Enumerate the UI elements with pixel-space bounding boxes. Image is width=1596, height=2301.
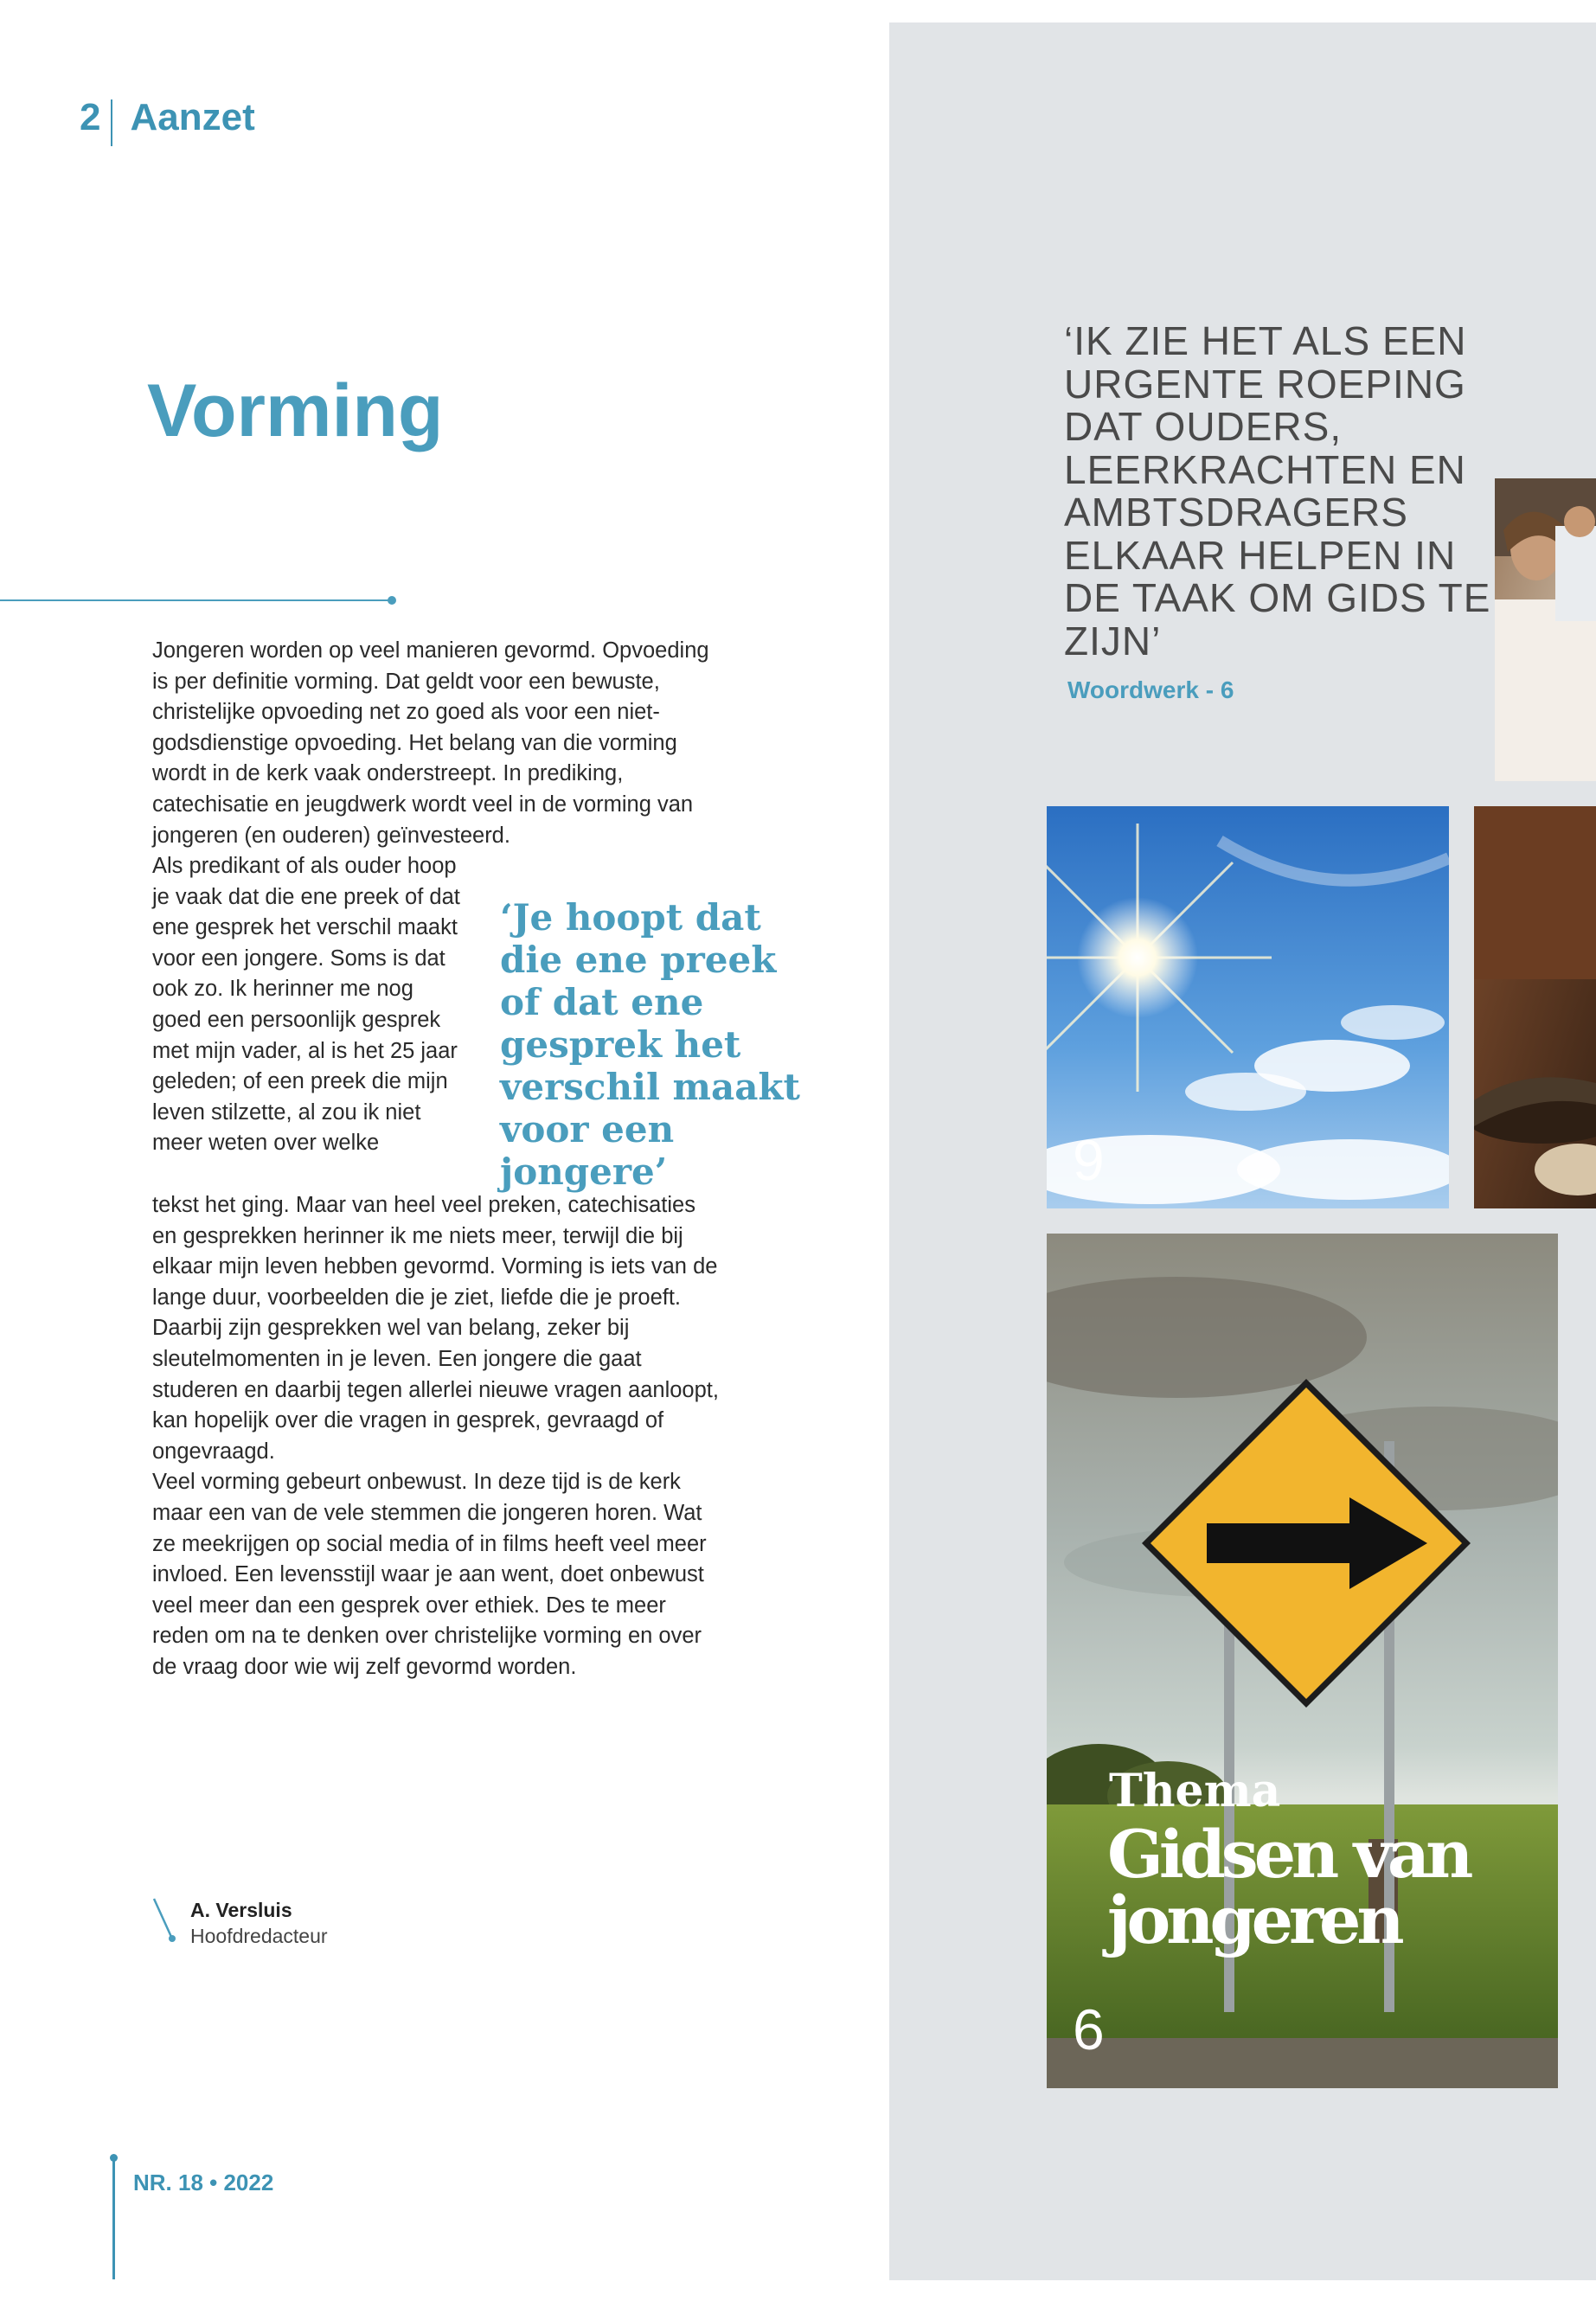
title-rule: [0, 599, 391, 601]
sky-tile-number: 9: [1073, 1128, 1105, 1192]
page-header: [80, 93, 255, 142]
sun-sky-image: [1047, 806, 1449, 1208]
body-continuation: [152, 1190, 723, 1683]
body-paragraph-2: Als predikant of als ouder hoop je vaak dat die ene preek of dat ene gesprek het verschil maakt voor een jongere. Soms is dat ook zo. Ik herinner me nog goed een persoonlijk gesprek met mijn vader, al is het 25 jaar geleden; of een preek die mijn leven stilzette, al zou ik niet meer weten over welke: [152, 854, 460, 1156]
sky-photo-tile[interactable]: [1047, 806, 1449, 1208]
table-photo-tile[interactable]: [1474, 806, 1596, 1208]
road-sign-image: [1047, 1234, 1558, 2088]
author-mark-icon: [149, 1895, 183, 1947]
author-name: A. Versluis: [190, 1899, 292, 1921]
title-rule-dot: [388, 596, 396, 605]
people-photo-image: [1495, 478, 1596, 781]
theme-tile-number: 6: [1073, 1997, 1105, 2061]
body-paragraph-1: Jongeren worden op veel manieren gevormd. Opvoeding is per definitie vorming. Dat geldt voor een bewuste, christelijke opvoeding net zo goed als voor een niet-godsdienstige opvoeding. Het belang van die vorming wordt in de kerk vaak onderstreept. In prediking, catechisatie en jeugdwerk wordt veel in de vorming van jongeren (en ouderen) geïnvesteerd.: [152, 638, 709, 848]
pull-quote: ‘Je hoopt dat die ene preek of dat ene gesprek het verschil maakt voor een jongere’: [500, 896, 800, 1193]
body-paragraph-3: tekst het ging. Maar van heel veel preken, catechisaties en gesprekken herinner ik me niets meer, terwijl die bij elkaar mijn leven hebben gevormd. Vorming is iets van de lange duur, voorbeelden die je ziet, liefde die je proeft. Daarbij zijn gesprekken wel van belang, zeker bij sleutelmomenten in je leven. Een jongere die gaat studeren en daarbij tegen allerlei nieuwe vragen aanloopt, kan hopelijk over die vragen in gesprek, gevraagd of ongevraagd.: [152, 1193, 719, 1464]
table-photo-image: [1474, 806, 1596, 1208]
theme-feature-tile[interactable]: [1047, 1234, 1558, 2088]
theme-label: Thema: [1109, 1765, 1281, 1817]
header-divider: [111, 99, 112, 146]
issue-number: NR. 18 • 2022: [133, 2170, 274, 2195]
author-role: Hoofdredacteur: [190, 1925, 328, 1947]
section-title: Aanzet: [130, 96, 255, 138]
quote-source-link[interactable]: Woordwerk - 6: [1067, 676, 1234, 703]
footer-dot: [110, 2154, 118, 2162]
article-title: Vorming: [147, 369, 444, 452]
footer-line: [112, 2157, 115, 2279]
body-paragraph-4: Veel vorming gebeurt onbewust. In deze tijd is de kerk maar een van de vele stemmen die jongeren horen. Wat ze meekrijgen op social media of in films heeft veel meer invloed. Een levensstijl waar je aan went, doet onbewust veel meer dan een gesprek over ethiek. Des te meer reden om na te denken over christelijke vorming en over de vraag door wie wij zelf gevormd worden.: [152, 1470, 707, 1679]
sidebar-quote: ‘IK ZIE HET ALS EEN URGENTE ROEPING DAT OUDERS, LEERKRACHTEN EN AMBTSDRAGERS ELKAAR HELPEN IN DE TAAK OM GIDS TE ZIJN’: [1064, 318, 1491, 663]
people-photo-tile[interactable]: [1495, 478, 1596, 781]
theme-title: Gidsen van jongeren: [1107, 1816, 1470, 1958]
page-number: 2: [80, 96, 101, 138]
